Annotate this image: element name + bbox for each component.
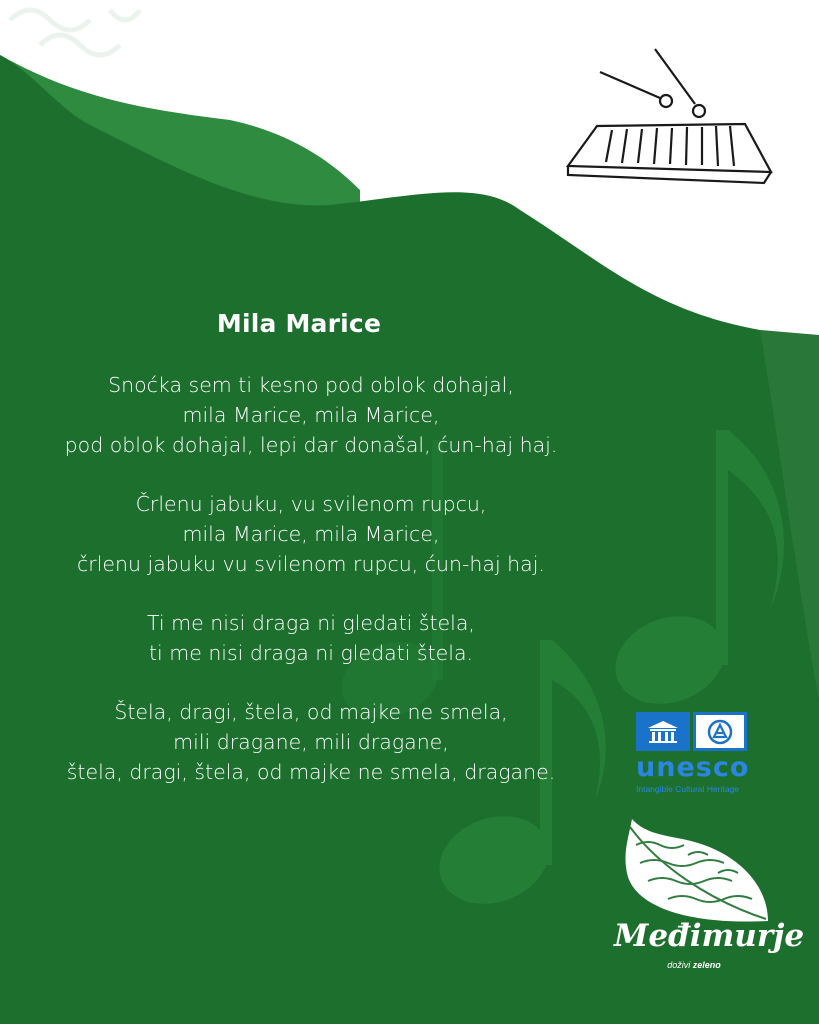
unesco-wordmark: unesco	[636, 752, 750, 783]
brand-tagline	[614, 960, 774, 970]
lyric-line: štela, dragi, štela, od majke ne smela, dragane.	[66, 760, 556, 784]
unesco-logo	[636, 712, 752, 794]
lyric-line: mila Marice, mila Marice,	[182, 403, 440, 427]
lyric-line: ti me nisi draga ni gledati štela.	[148, 641, 474, 665]
stanza-3	[0, 608, 622, 668]
lyric-line: mila Marice, mila Marice,	[182, 522, 440, 546]
unesco-subtitle: Intangible Cultural Heritage	[636, 784, 740, 794]
lyric-line: Črlenu jabuku, vu svilenom rupcu,	[135, 492, 487, 516]
lyric-line: Snoćka sem ti kesno pod oblok dohajal,	[108, 373, 514, 397]
tagline-suffix: zeleno	[692, 960, 721, 970]
tagline-prefix: doživi	[667, 960, 691, 970]
lyric-line: Ti me nisi draga ni gledati štela,	[147, 611, 475, 635]
leaf-logo-icon	[618, 815, 778, 925]
heritage-emblem-icon	[693, 712, 747, 751]
lyrics	[0, 370, 622, 816]
brand-wordmark: Međimurje	[614, 918, 805, 954]
stanza-2	[0, 489, 622, 579]
lyric-line: črlenu jabuku vu svilenom rupcu, ćun-haj haj.	[77, 552, 545, 576]
unesco-temple-icon	[636, 712, 690, 751]
lyric-line: Štela, dragi, štela, od majke ne smela,	[114, 700, 508, 724]
song-title: Mila Marice	[216, 309, 382, 338]
xylophone-icon	[568, 49, 771, 183]
lyric-line: pod oblok dohajal, lepi dar donašal, ćun-haj haj.	[64, 433, 558, 457]
stanza-4	[0, 697, 622, 787]
stanza-1	[0, 370, 622, 460]
lyric-line: mili dragane, mili dragane,	[173, 730, 449, 754]
decorative-script	[10, 10, 140, 55]
